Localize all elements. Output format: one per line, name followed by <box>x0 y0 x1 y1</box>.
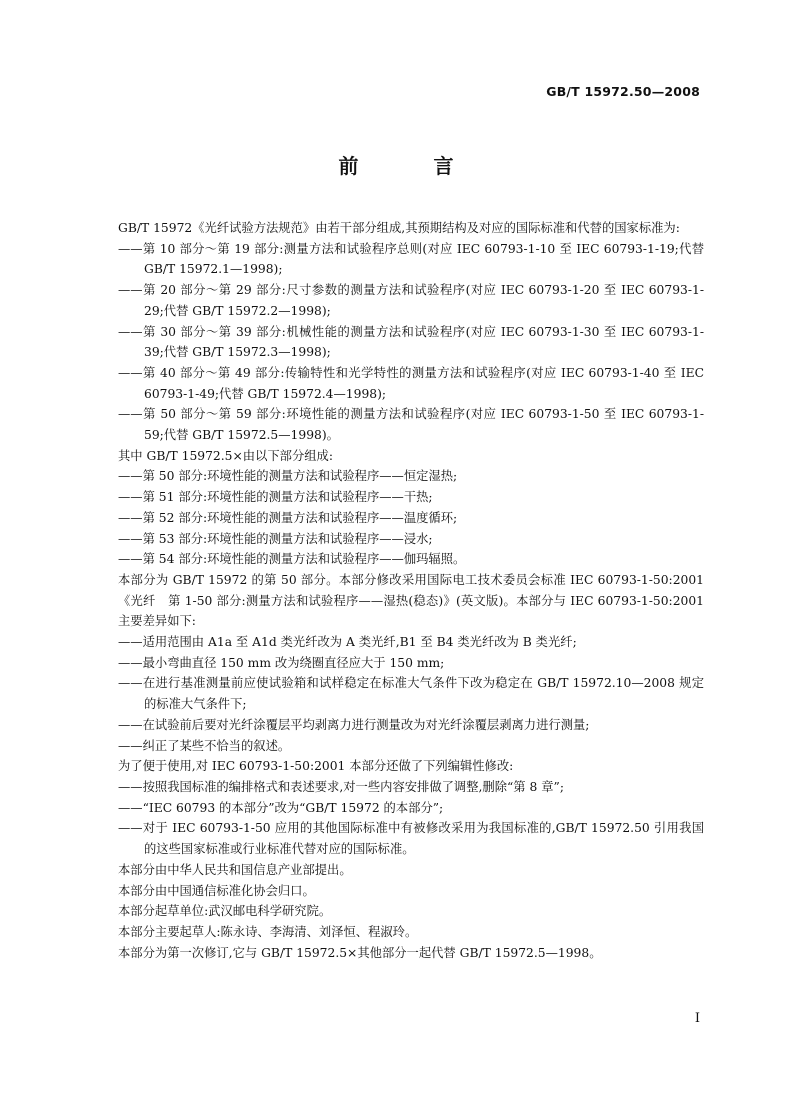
list-item: ——第 51 部分:环境性能的测量方法和试验程序——干热; <box>118 490 433 505</box>
list-item: ——第 30 部分～第 39 部分:机械性能的测量方法和试验程序(对应 IEC 60793-1-30 至 IEC 60793-1-39;代替 GB/T 15972.3—1998); <box>118 324 704 360</box>
list-item: ——在试验前后要对光纤涂覆层平均剥离力进行测量改为对光纤涂覆层剥离力进行测量; <box>118 717 590 732</box>
paragraph: 本部分由中国通信标准化协会归口。 <box>118 883 315 898</box>
list-item: ——第 20 部分～第 29 部分:尺寸参数的测量方法和试验程序(对应 IEC 60793-1-20 至 IEC 60793-1-29;代替 GB/T 15972.2—1998); <box>118 283 704 318</box>
list-item: ——第 50 部分～第 59 部分:环境性能的测量方法和试验程序(对应 IEC 60793-1-50 至 IEC 60793-1-59;代替 GB/T 15972.5—1998)。 <box>118 407 704 443</box>
list-item: ——第 50 部分:环境性能的测量方法和试验程序——恒定湿热; <box>118 469 458 484</box>
page-number: I <box>694 1011 700 1026</box>
list-item: ——对于 IEC 60793-1-50 应用的其他国际标准中有被修改采用为我国标准的,GB/T 15972.50 引用我国的这些国家标准或行业标准代替对应的国际标准。 <box>118 821 704 857</box>
paragraph: 本部分起草单位:武汉邮电科学研究院。 <box>118 904 332 919</box>
list-item: ——按照我国标准的编排格式和表述要求,对一些内容安排做了调整,删除“第 8 章”; <box>118 779 564 794</box>
foreword-body <box>118 218 704 963</box>
paragraph: 为了便于使用,对 IEC 60793-1-50:2001 本部分还做了下列编辑性修改: <box>118 759 514 774</box>
list-item: ——“IEC 60793 的本部分”改为“GB/T 15972 的本部分”; <box>118 800 444 815</box>
list-item: ——第 40 部分～第 49 部分:传输特性和光学特性的测量方法和试验程序(对应 IEC 60793-1-40 至 IEC 60793-1-49;代替 GB/T 15972.4—1998); <box>118 365 704 401</box>
paragraph: 本部分为 GB/T 15972 的第 50 部分。本部分修改采用国际电工技术委员会标准 IEC 60793-1-50:2001《光纤 第 1-50 部分:测量方法和试验程序——湿热(稳态)》(英文版)。本部分与 IEC 60793-1-50:2001 主要差异如下: <box>118 572 704 629</box>
list-item: ——在进行基准测量前应使试验箱和试样稳定在标准大气条件下改为稳定在 GB/T 15972.10—2008 规定的标准大气条件下; <box>118 676 704 712</box>
list-item: ——适用范围由 A1a 至 A1d 类光纤改为 A 类光纤,B1 至 B4 类光纤改为 B 类光纤; <box>118 635 577 650</box>
paragraph: 本部分主要起草人:陈永诗、李海清、刘泽恒、程淑玲。 <box>118 924 418 939</box>
paragraph: 本部分为第一次修订,它与 GB/T 15972.5×其他部分一起代替 GB/T 15972.5—1998。 <box>118 945 602 960</box>
list-item: ——第 53 部分:环境性能的测量方法和试验程序——浸水; <box>118 531 433 546</box>
list-item: ——第 10 部分～第 19 部分:测量方法和试验程序总则(对应 IEC 60793-1-10 至 IEC 60793-1-19;代替 GB/T 15972.1—1998); <box>118 241 704 277</box>
paragraph: 其中 GB/T 15972.5×由以下部分组成: <box>118 448 333 463</box>
standard-code: GB/T 15972.50—2008 <box>546 84 700 99</box>
paragraph: 本部分由中华人民共和国信息产业部提出。 <box>118 862 352 877</box>
list-item: ——第 52 部分:环境性能的测量方法和试验程序——温度循环; <box>118 510 458 525</box>
list-item: ——纠正了某些不恰当的叙述。 <box>118 738 291 753</box>
list-item: ——最小弯曲直径 150 mm 改为绕圈直径应大于 150 mm; <box>118 655 445 670</box>
page-title: 前 言 <box>338 154 488 178</box>
list-item: ——第 54 部分:环境性能的测量方法和试验程序——伽玛辐照。 <box>118 552 466 567</box>
paragraph: GB/T 15972《光纤试验方法规范》由若干部分组成,其预期结构及对应的国际标准和代替的国家标准为: <box>118 221 680 235</box>
